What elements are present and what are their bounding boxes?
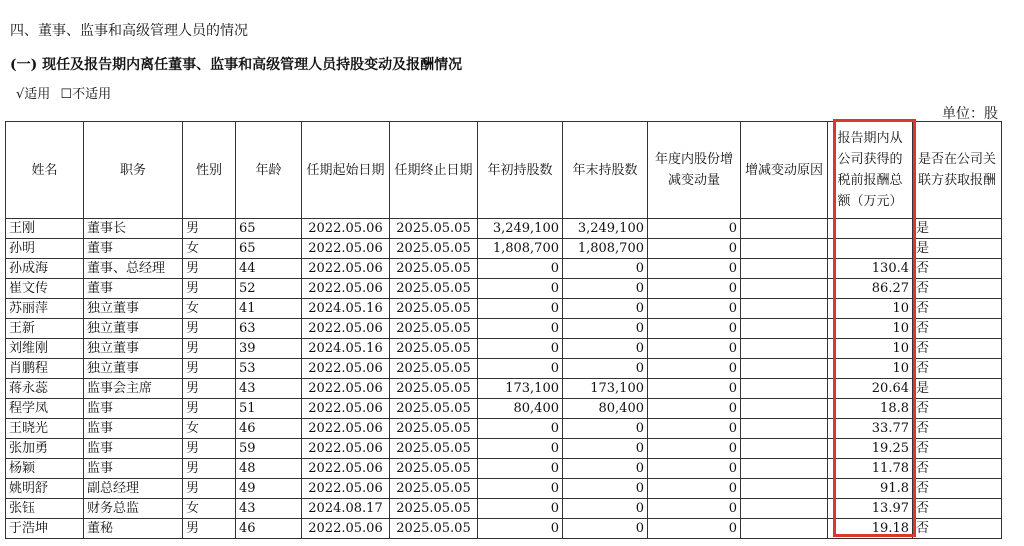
cell-shares-change: 0 xyxy=(648,459,741,479)
cell-position: 监事 xyxy=(84,459,183,479)
cell-shares-begin: 3,249,100 xyxy=(478,219,563,239)
cell-shares-begin: 0 xyxy=(478,279,563,299)
cell-term-end: 2025.05.05 xyxy=(390,459,478,479)
cell-change-reason xyxy=(741,419,828,439)
cell-shares-begin: 80,400 xyxy=(478,399,563,419)
cell-name: 蒋永蕊 xyxy=(6,379,84,399)
cell-shares-change: 0 xyxy=(648,299,741,319)
table-row xyxy=(6,419,1002,439)
cell-position: 董秘 xyxy=(84,519,183,539)
cell-term-end: 2025.05.05 xyxy=(390,359,478,379)
cell-change-reason xyxy=(741,259,828,279)
applicability-options xyxy=(16,83,117,102)
cell-related-pay: 否 xyxy=(913,439,1002,459)
cell-age: 46 xyxy=(236,519,302,539)
cell-gender: 男 xyxy=(183,259,236,279)
cell-pay: 19.25 xyxy=(828,439,913,459)
cell-related-pay: 否 xyxy=(913,279,1002,299)
header-gender: 性别 xyxy=(183,122,236,219)
cell-age: 59 xyxy=(236,439,302,459)
cell-gender: 男 xyxy=(183,519,236,539)
cell-shares-begin: 0 xyxy=(478,439,563,459)
cell-shares-end: 173,100 xyxy=(563,379,648,399)
cell-shares-change: 0 xyxy=(648,499,741,519)
cell-term-start: 2022.05.06 xyxy=(302,459,390,479)
cell-name: 刘维刚 xyxy=(6,339,84,359)
cell-term-end: 2025.05.05 xyxy=(390,439,478,459)
cell-position: 监事 xyxy=(84,419,183,439)
cell-term-start: 2022.05.06 xyxy=(302,259,390,279)
cell-term-start: 2022.05.06 xyxy=(302,399,390,419)
cell-name: 张加勇 xyxy=(6,439,84,459)
cell-name: 于浩坤 xyxy=(6,519,84,539)
table-row xyxy=(6,359,1002,379)
cell-pay: 86.27 xyxy=(828,279,913,299)
cell-related-pay: 否 xyxy=(913,479,1002,499)
table-row xyxy=(6,459,1002,479)
cell-pay: 91.8 xyxy=(828,479,913,499)
header-pay: 报告期内从公司获得的税前报酬总额（万元） xyxy=(828,122,913,219)
cell-pay: 19.18 xyxy=(828,519,913,539)
cell-term-end: 2025.05.05 xyxy=(390,499,478,519)
cell-pay: 10 xyxy=(828,359,913,379)
cell-position: 独立董事 xyxy=(84,339,183,359)
cell-related-pay: 否 xyxy=(913,419,1002,439)
cell-gender: 男 xyxy=(183,479,236,499)
table-body xyxy=(6,219,1002,539)
cell-term-end: 2025.05.05 xyxy=(390,339,478,359)
cell-gender: 男 xyxy=(183,459,236,479)
cell-term-start: 2024.05.16 xyxy=(302,339,390,359)
table-row xyxy=(6,239,1002,259)
header-position: 职务 xyxy=(84,122,183,219)
cell-change-reason xyxy=(741,399,828,419)
cell-name: 杨颖 xyxy=(6,459,84,479)
applicable-checked-option: √适用 xyxy=(16,87,51,102)
cell-gender: 女 xyxy=(183,239,236,259)
cell-shares-end: 0 xyxy=(563,439,648,459)
cell-shares-end: 0 xyxy=(563,259,648,279)
cell-shares-change: 0 xyxy=(648,379,741,399)
cell-age: 63 xyxy=(236,319,302,339)
table-row xyxy=(6,399,1002,419)
header-change-reason: 增减变动原因 xyxy=(741,122,828,219)
cell-position: 董事、总经理 xyxy=(84,259,183,279)
cell-pay: 20.64 xyxy=(828,379,913,399)
table-row xyxy=(6,279,1002,299)
cell-shares-begin: 0 xyxy=(478,319,563,339)
cell-shares-end: 0 xyxy=(563,499,648,519)
sub-title: (一) 现任及报告期内离任董事、监事和高级管理人员持股变动及报酬情况 xyxy=(10,57,463,73)
cell-age: 46 xyxy=(236,419,302,439)
cell-shares-change: 0 xyxy=(648,279,741,299)
cell-position: 监事 xyxy=(84,439,183,459)
cell-shares-end: 80,400 xyxy=(563,399,648,419)
cell-position: 董事 xyxy=(84,239,183,259)
cell-related-pay: 否 xyxy=(913,299,1002,319)
header-related-pay: 是否在公司关联方获取报酬 xyxy=(913,122,1002,219)
table-row xyxy=(6,299,1002,319)
cell-shares-end: 0 xyxy=(563,339,648,359)
cell-position: 独立董事 xyxy=(84,319,183,339)
cell-pay: 33.77 xyxy=(828,419,913,439)
cell-age: 43 xyxy=(236,379,302,399)
cell-term-start: 2022.05.06 xyxy=(302,359,390,379)
cell-change-reason xyxy=(741,379,828,399)
cell-term-start: 2022.05.06 xyxy=(302,319,390,339)
table-header-row xyxy=(6,122,1002,219)
cell-gender: 男 xyxy=(183,219,236,239)
cell-change-reason xyxy=(741,359,828,379)
cell-shares-change: 0 xyxy=(648,219,741,239)
cell-related-pay: 否 xyxy=(913,259,1002,279)
cell-shares-change: 0 xyxy=(648,259,741,279)
cell-term-end: 2025.05.05 xyxy=(390,219,478,239)
cell-gender: 男 xyxy=(183,279,236,299)
applicable-unchecked-option: ☐不适用 xyxy=(60,87,112,102)
cell-name: 程学凤 xyxy=(6,399,84,419)
cell-change-reason xyxy=(741,339,828,359)
table-row xyxy=(6,479,1002,499)
cell-shares-change: 0 xyxy=(648,339,741,359)
cell-gender: 男 xyxy=(183,379,236,399)
cell-position: 监事 xyxy=(84,399,183,419)
cell-pay: 18.8 xyxy=(828,399,913,419)
cell-related-pay: 是 xyxy=(913,379,1002,399)
cell-term-end: 2025.05.05 xyxy=(390,379,478,399)
header-shares-change: 年度内股份增减变动量 xyxy=(648,122,741,219)
cell-shares-change: 0 xyxy=(648,359,741,379)
cell-pay: 10 xyxy=(828,339,913,359)
cell-age: 39 xyxy=(236,339,302,359)
cell-name: 苏丽萍 xyxy=(6,299,84,319)
cell-age: 53 xyxy=(236,359,302,379)
management-compensation-table xyxy=(5,121,1002,539)
cell-position: 监事会主席 xyxy=(84,379,183,399)
cell-pay: 11.78 xyxy=(828,459,913,479)
cell-term-start: 2022.05.06 xyxy=(302,379,390,399)
cell-position: 财务总监 xyxy=(84,499,183,519)
cell-age: 51 xyxy=(236,399,302,419)
cell-related-pay: 否 xyxy=(913,359,1002,379)
cell-change-reason xyxy=(741,439,828,459)
cell-related-pay: 是 xyxy=(913,219,1002,239)
header-shares-begin: 年初持股数 xyxy=(478,122,563,219)
cell-term-start: 2022.05.06 xyxy=(302,419,390,439)
table-row xyxy=(6,379,1002,399)
cell-shares-begin: 0 xyxy=(478,339,563,359)
cell-term-start: 2022.05.06 xyxy=(302,219,390,239)
cell-shares-change: 0 xyxy=(648,319,741,339)
cell-term-start: 2024.08.17 xyxy=(302,499,390,519)
cell-shares-end: 0 xyxy=(563,319,648,339)
cell-shares-begin: 0 xyxy=(478,519,563,539)
cell-shares-end: 0 xyxy=(563,519,648,539)
cell-term-start: 2024.05.16 xyxy=(302,299,390,319)
cell-position: 独立董事 xyxy=(84,359,183,379)
cell-term-start: 2022.05.06 xyxy=(302,439,390,459)
table-row xyxy=(6,499,1002,519)
cell-name: 王晓光 xyxy=(6,419,84,439)
table-row xyxy=(6,519,1002,539)
cell-age: 43 xyxy=(236,499,302,519)
cell-gender: 男 xyxy=(183,359,236,379)
cell-shares-end: 3,249,100 xyxy=(563,219,648,239)
table-row xyxy=(6,259,1002,279)
cell-name: 王刚 xyxy=(6,219,84,239)
cell-name: 肖鹏程 xyxy=(6,359,84,379)
cell-change-reason xyxy=(741,519,828,539)
cell-term-end: 2025.05.05 xyxy=(390,239,478,259)
section-title: 四、董事、监事和高级管理人员的情况 xyxy=(10,23,248,39)
cell-age: 65 xyxy=(236,219,302,239)
cell-shares-begin: 0 xyxy=(478,419,563,439)
table-row xyxy=(6,219,1002,239)
cell-shares-change: 0 xyxy=(648,439,741,459)
cell-shares-end: 0 xyxy=(563,419,648,439)
cell-gender: 女 xyxy=(183,419,236,439)
cell-change-reason xyxy=(741,299,828,319)
table-row xyxy=(6,439,1002,459)
cell-name: 崔文传 xyxy=(6,279,84,299)
cell-shares-change: 0 xyxy=(648,239,741,259)
cell-related-pay: 是 xyxy=(913,239,1002,259)
cell-change-reason xyxy=(741,279,828,299)
cell-term-end: 2025.05.05 xyxy=(390,479,478,499)
cell-shares-end: 1,808,700 xyxy=(563,239,648,259)
cell-age: 44 xyxy=(236,259,302,279)
cell-related-pay: 否 xyxy=(913,339,1002,359)
cell-related-pay: 否 xyxy=(913,459,1002,479)
table-row xyxy=(6,319,1002,339)
cell-related-pay: 否 xyxy=(913,519,1002,539)
cell-term-end: 2025.05.05 xyxy=(390,419,478,439)
cell-gender: 男 xyxy=(183,439,236,459)
cell-change-reason xyxy=(741,219,828,239)
cell-related-pay: 否 xyxy=(913,399,1002,419)
cell-shares-begin: 0 xyxy=(478,479,563,499)
cell-shares-begin: 0 xyxy=(478,359,563,379)
cell-term-start: 2022.05.06 xyxy=(302,239,390,259)
table-row xyxy=(6,339,1002,359)
header-term-start: 任期起始日期 xyxy=(302,122,390,219)
cell-term-start: 2022.05.06 xyxy=(302,279,390,299)
cell-term-end: 2025.05.05 xyxy=(390,279,478,299)
cell-change-reason xyxy=(741,499,828,519)
cell-pay xyxy=(828,239,913,259)
cell-pay: 130.4 xyxy=(828,259,913,279)
cell-age: 41 xyxy=(236,299,302,319)
cell-term-end: 2025.05.05 xyxy=(390,319,478,339)
unit-label: 单位：股 xyxy=(942,106,998,122)
cell-shares-end: 0 xyxy=(563,359,648,379)
cell-term-start: 2022.05.06 xyxy=(302,479,390,499)
cell-shares-begin: 0 xyxy=(478,499,563,519)
cell-related-pay: 否 xyxy=(913,319,1002,339)
header-name: 姓名 xyxy=(6,122,84,219)
cell-position: 董事 xyxy=(84,279,183,299)
cell-term-end: 2025.05.05 xyxy=(390,299,478,319)
cell-shares-change: 0 xyxy=(648,479,741,499)
header-term-end: 任期终止日期 xyxy=(390,122,478,219)
cell-shares-end: 0 xyxy=(563,299,648,319)
cell-gender: 男 xyxy=(183,319,236,339)
cell-name: 孙明 xyxy=(6,239,84,259)
cell-shares-begin: 0 xyxy=(478,459,563,479)
cell-pay: 10 xyxy=(828,319,913,339)
cell-pay: 13.97 xyxy=(828,499,913,519)
cell-pay xyxy=(828,219,913,239)
cell-shares-end: 0 xyxy=(563,279,648,299)
cell-shares-end: 0 xyxy=(563,479,648,499)
cell-shares-begin: 173,100 xyxy=(478,379,563,399)
cell-change-reason xyxy=(741,459,828,479)
cell-age: 65 xyxy=(236,239,302,259)
cell-age: 49 xyxy=(236,479,302,499)
cell-shares-begin: 0 xyxy=(478,259,563,279)
header-age: 年龄 xyxy=(236,122,302,219)
cell-age: 48 xyxy=(236,459,302,479)
cell-shares-change: 0 xyxy=(648,419,741,439)
cell-name: 孙成海 xyxy=(6,259,84,279)
cell-term-start: 2022.05.06 xyxy=(302,519,390,539)
cell-gender: 女 xyxy=(183,499,236,519)
cell-term-end: 2025.05.05 xyxy=(390,399,478,419)
cell-change-reason xyxy=(741,239,828,259)
cell-change-reason xyxy=(741,479,828,499)
cell-position: 独立董事 xyxy=(84,299,183,319)
cell-term-end: 2025.05.05 xyxy=(390,259,478,279)
cell-shares-begin: 0 xyxy=(478,299,563,319)
cell-shares-change: 0 xyxy=(648,519,741,539)
cell-gender: 男 xyxy=(183,339,236,359)
cell-shares-end: 0 xyxy=(563,459,648,479)
cell-shares-change: 0 xyxy=(648,399,741,419)
header-shares-end: 年末持股数 xyxy=(563,122,648,219)
cell-pay: 10 xyxy=(828,299,913,319)
cell-gender: 女 xyxy=(183,299,236,319)
cell-term-end: 2025.05.05 xyxy=(390,519,478,539)
cell-name: 王新 xyxy=(6,319,84,339)
cell-name: 张钰 xyxy=(6,499,84,519)
cell-related-pay: 否 xyxy=(913,499,1002,519)
cell-name: 姚明舒 xyxy=(6,479,84,499)
cell-age: 52 xyxy=(236,279,302,299)
cell-position: 副总经理 xyxy=(84,479,183,499)
cell-shares-begin: 1,808,700 xyxy=(478,239,563,259)
cell-gender: 男 xyxy=(183,399,236,419)
cell-change-reason xyxy=(741,319,828,339)
cell-position: 董事长 xyxy=(84,219,183,239)
